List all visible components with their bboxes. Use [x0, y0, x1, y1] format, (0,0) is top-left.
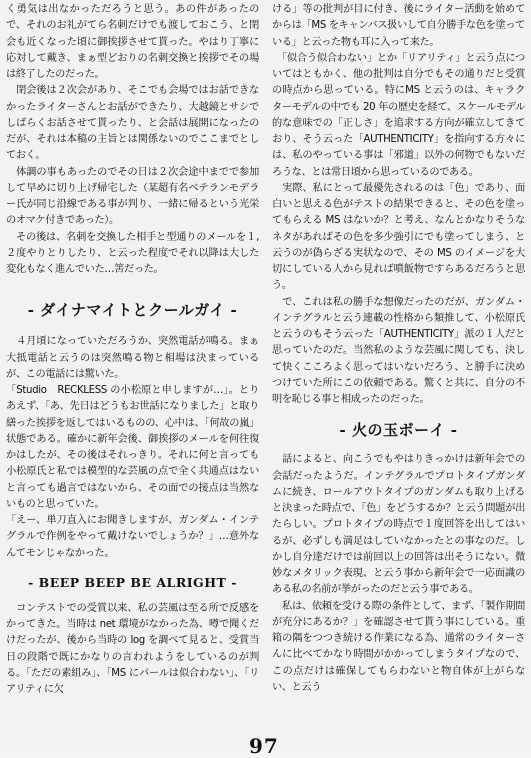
section-heading-dynamite: - ダイナマイトとクールガイ -: [27, 301, 238, 320]
paragraph: く勇気は出なかっただろうと思う。あの件があったので、それのお礼がてら名刺だけでも渡しておこう、と閉会も近くなった頃に御挨拶させて貰った。やはり丁寧に応対して戴き、まぁ型どおりの名刺交換と挨拶でその場は終了したのだった。: [6, 4, 259, 80]
paragraph: 実際、私にとって最優先されるのは「色」であり、面白いと思える色がテストの結果できると、その色を塗ってもらえる MS はないか？と考え、なんとかなりそうなネタがあればその色を多少強引にでも塗ってしまう、と云うのが偽らざる実状なので、その MS のイメージを大切にしている人から見れば噴飯物ですらあるだろうと思う。: [272, 182, 525, 292]
left-column: [6, 2, 259, 698]
page-number: 97: [249, 734, 279, 758]
paragraph: ４月頃になっていただろうか、突然電話が鳴る。まぁ大抵電話と云うのは突然鳴る物と相場は決まっているが、この電話には驚いた。: [6, 336, 259, 380]
paragraph: ける」等の批判が目に付き、後にライター活動を始めてからは「MS をキャンバス扱いして自分勝手な色を塗っている」と云った物も耳に入って来た。: [272, 4, 525, 48]
paragraph: その後は、名刺を交換した相手と型通りのメールを１,２度やりとりしたり、と云った程度でそれ以降は大した変化もなく進んでいた…筈だった。: [6, 231, 259, 275]
paragraph: 体調の事もあったのでその日は２次会途中までで参加して早めに切り上げ帰宅した（某超有名ベテランモデラー氏が同じ沿線である事が判り、一緒に帰るという光栄のオマケ付きであった）。: [6, 166, 259, 227]
paragraph: 私は、依頼を受ける際の条件として、まず、「製作期間が充分にあるか？」を確認させて貰う事にしている。重箱の隅をつつき続ける作業になる為、通常のライターさんに比べてかなり時間がかかってしまうタイプなので、この点だけは確保してもらわないと物自体が上がらない、と云う: [272, 600, 525, 693]
section-heading-hinotama: - 火の玉ボーイ -: [339, 421, 458, 440]
paragraph: 「Studio RECKLESS の小松原と申しますが…」。とりあえず、「あ、先日はどうもお世話になりました」と取り繕った挨拶を返してはいるものの、心中は、「何故の嵐」状態である。確かに新年会後、御挨拶のメールを何往復かはしたが、その後はそれっきり。それに何と言っても小松原氏と私では模型的な芸風の点で全く共通点はないと言っても過言ではないから、その面での接点は当然ないものと思っていた。: [6, 385, 259, 510]
paragraph: 「えー、単刀直入にお聞きしますが、ガンダム・インテグラルで作例をやって戴けないでしょうか？」…意外なんてモンじゃなかった。: [6, 515, 259, 559]
paragraph: で、これは私の勝手な想像だったのだが、ガンダム・インテグラルと云う連載の性格から類推して、小松原氏と云うのもそう云った「AUTHENTICITY」派の１人だと思っていたのだ。当然私のような芸風に関しても、決して快くこころよく思ってはいないだろう、と勝手に決めつけていた所にこの依頼である。驚くと共に、自分の不明を恥じる事と相成ったのだった。: [272, 296, 525, 405]
section-heading-beep: - BEEP BEEP BE ALRIGHT -: [28, 574, 237, 590]
paragraph: 閉会後は２次会があり、そこでも会場ではお話できなかったライターさんとお話ができたり、大越鏡とサシでしばらくお話させて貰ったり、と会話は展開になったのだが、それは本稿の主旨とは関係ないのでここまでとしておく。: [6, 85, 259, 162]
paragraph: 「似合う似合わない」とか「リアリティ」と云う点についてはともかく、他の批判は自分でもその通りだと受賞の時点から思っている。特にMS と云うのは、キャラクターモデルの中でも 20 年の歴史を経て、スケールモデル的な意味での「正しさ」を追求する方向が確立してきており、そう云った「AUTHENTICITY」を指向する方々には、私のやっている事は「邪道」以外の何物でもないだろうな、とは常日頃から思っているのである。: [272, 52, 525, 178]
paragraph: コンテストでの受賞以来、私の芸風は至る所で反感をかってきた。当時は net 環境がなかった為、噂で聞くだけだったが、後から当時の log を調べて見ると、受賞当日の段階で既にかなりの言われようをしているのが判る。「ただの素組み」、「MS にパールは似合わない」、「リアリティに欠: [6, 602, 259, 695]
paragraph: 話によると、向こうでもやはりきっかけは新年会での会話だったようだ。インテグラルでプロトタイプガンダムに続き、ロールアウトタイプのガンダムも取り上げると決まった時点で、「色」をどうするか？と云う問題が出たらしい。プロトタイプの時点で１度回答を出してはいるが、必ずしも満足はしていなかったとの事なのだ。しかし自分達だけでは前回以上の回答は出そうにない。微妙なメタリック表現、と云う事から新年会で一応面識のある私の名前が挙がったのだと云う事である。: [272, 454, 525, 596]
right-column: [272, 2, 525, 696]
